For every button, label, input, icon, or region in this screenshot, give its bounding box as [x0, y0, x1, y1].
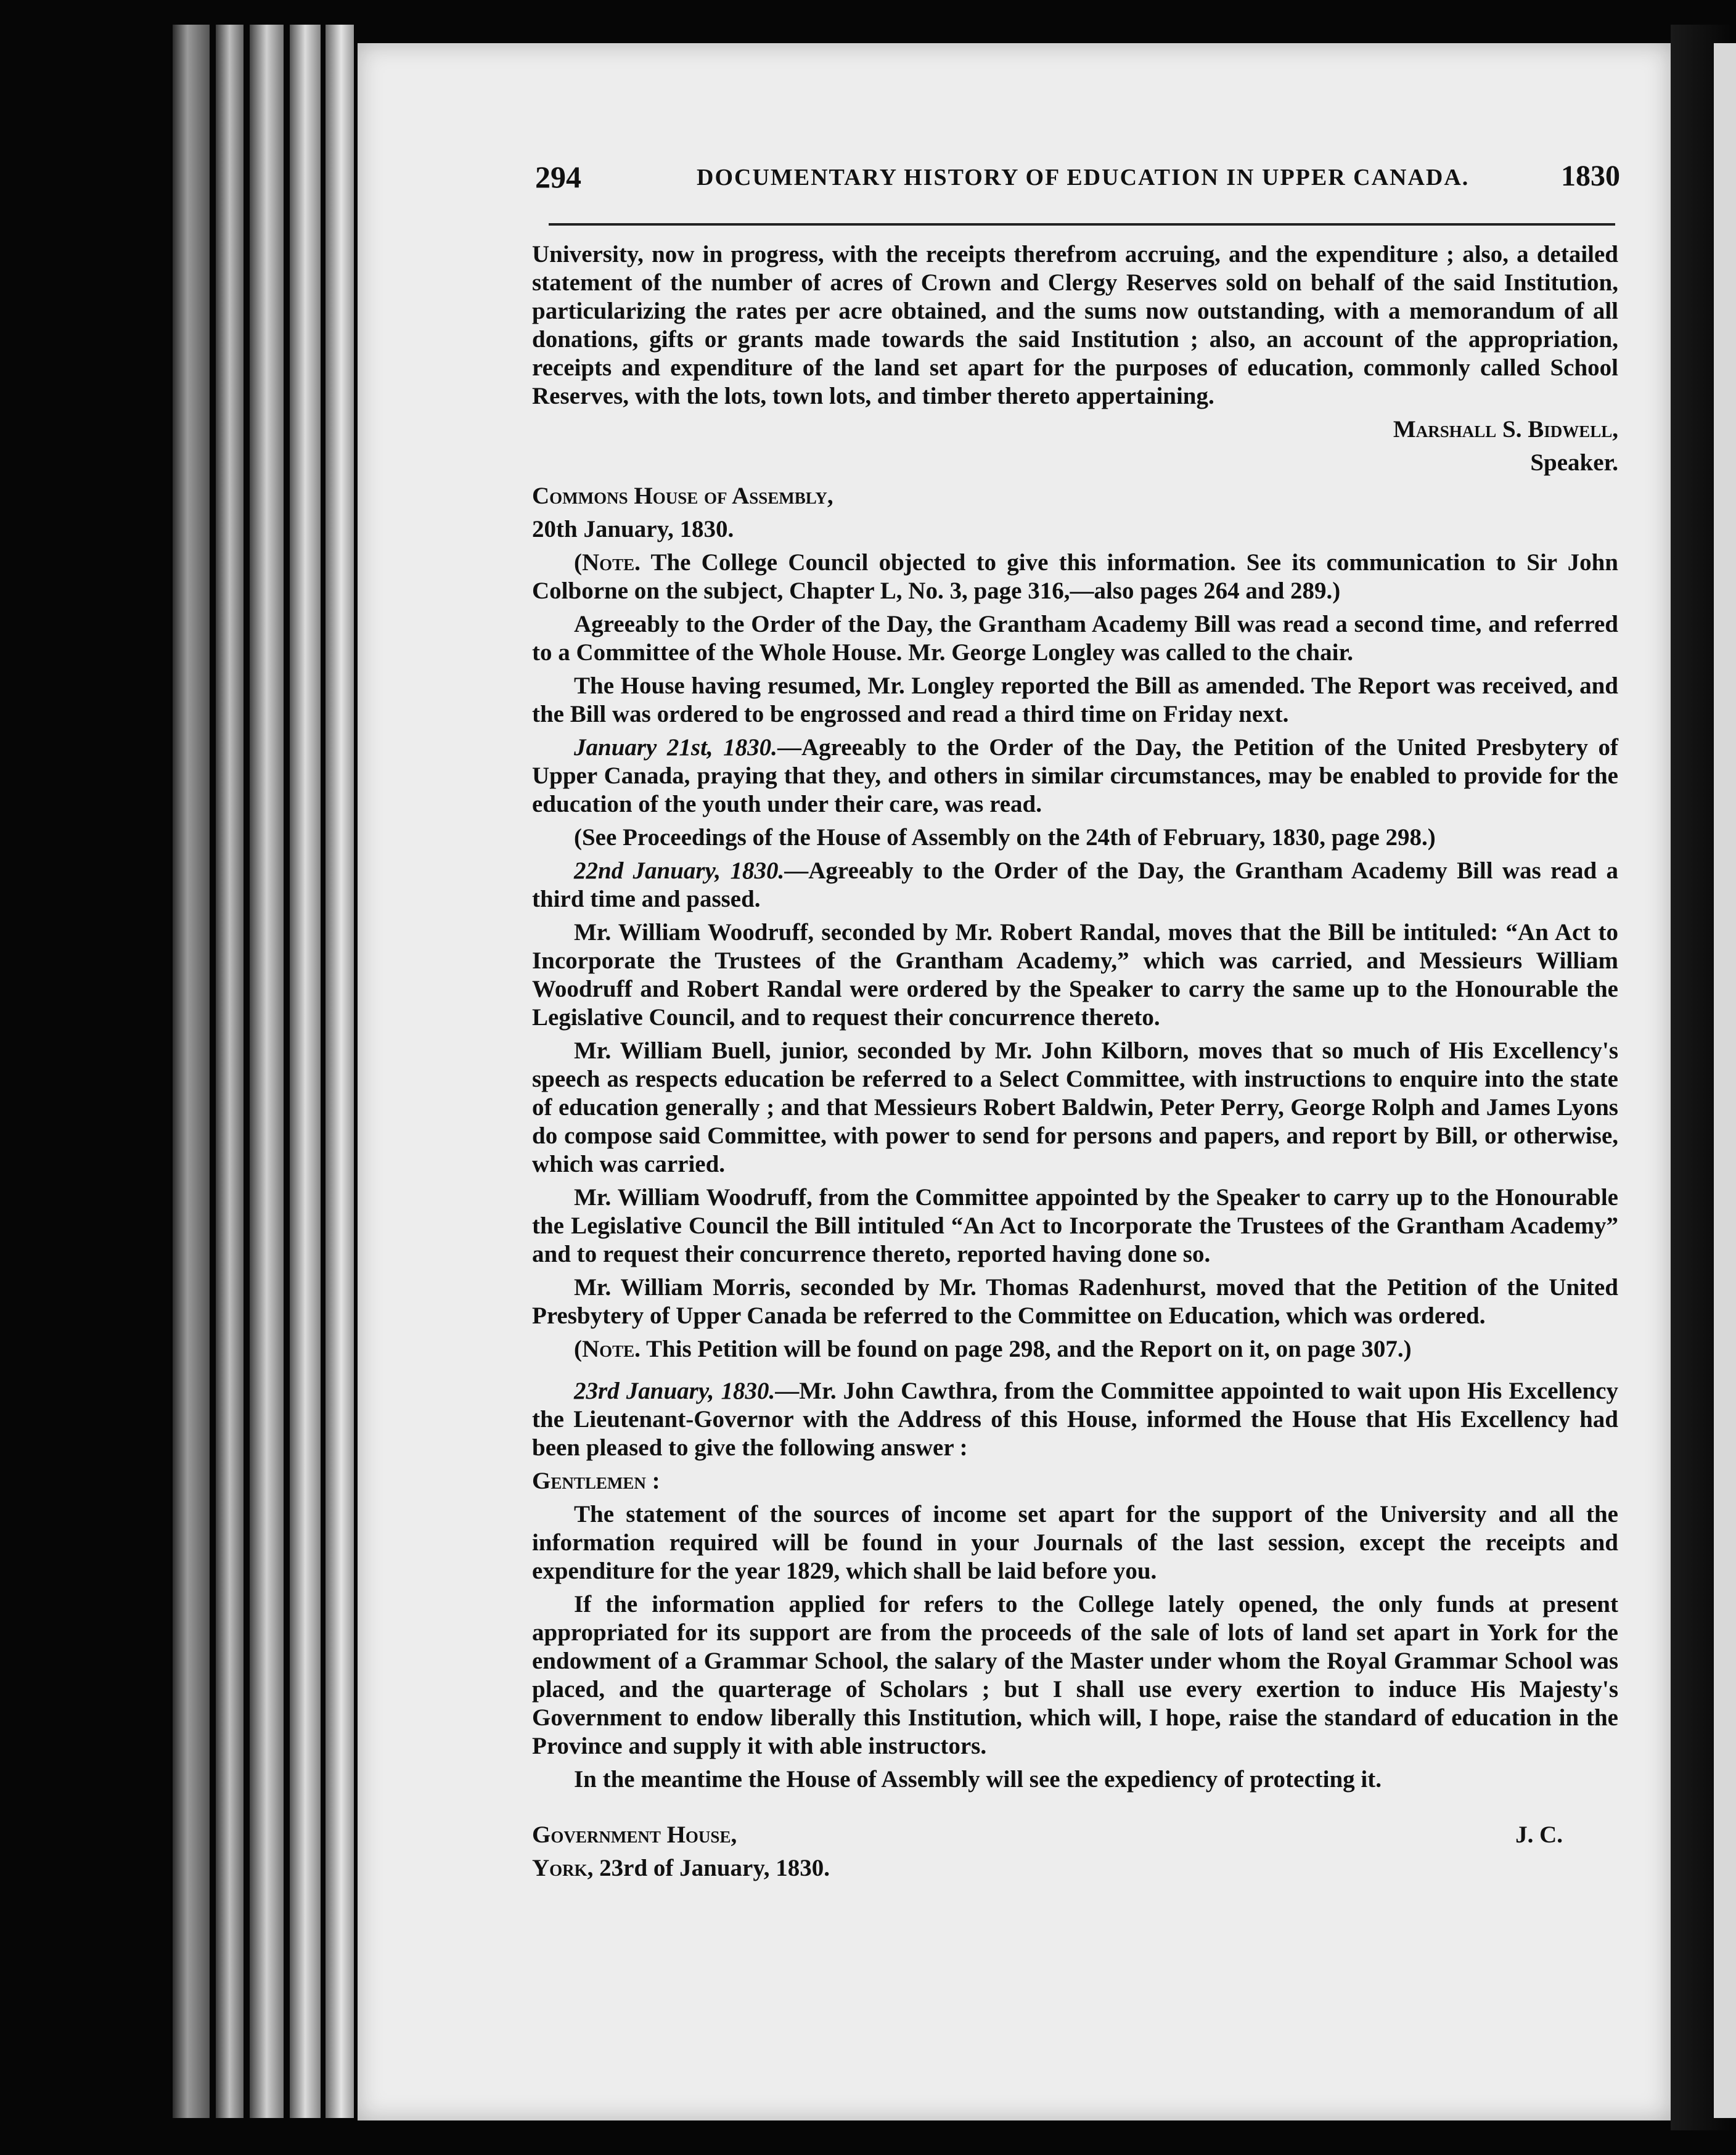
closing-date: 23rd of January, 1830.	[599, 1855, 830, 1881]
entry-date: 23rd January, 1830.	[574, 1378, 776, 1404]
note-text: This Petition will be found on page 298, and the Report on it, on page 307.)	[645, 1336, 1412, 1362]
dated-paragraph	[532, 734, 1618, 819]
note-paragraph	[532, 1335, 1618, 1364]
date-line: 20th January, 1830.	[532, 516, 734, 542]
paragraph: In the meantime the House of Assembly will see the expediency of protecting it.	[574, 1766, 1382, 1793]
page-number: 294	[535, 160, 581, 194]
note-label: (Note.	[574, 1336, 641, 1362]
paragraph: The House having resumed, Mr. Longley reported the Bill as amended. The Report was received, and the Bill was ordered to be engrossed and read a third time on Friday next.	[532, 673, 1618, 727]
dated-paragraph	[532, 857, 1618, 914]
paragraph: Mr. William Woodruff, from the Committee appointed by the Speaker to carry up to the Honourable the Legislative Council the Bill intituled “An Act to Incorporate the Trustees of the Grantham Academy” and to request their concurrence thereto, reported having done so.	[532, 1184, 1618, 1267]
note-label: (Note.	[574, 549, 641, 576]
paragraph: Agreeably to the Order of the Day, the Grantham Academy Bill was read a second time, and referred to a Committee of the Whole House. Mr. George Longley was called to the chair.	[532, 611, 1618, 666]
paragraph: If the information applied for refers to the College lately opened, the only funds at present appropriated for its support are from the proceeds of the sale of lots of land set apart in York for the endowment of a Grammar School, the salary of the Master under whom the Royal Grammar School was placed, and the quarterage of Scholars ; but I shall use every exertion to induce His Majesty's Government to endow liberally this Institution, which will, I hope, raise the standard of education in the Province and supply it with able instructors.	[532, 1591, 1618, 1759]
entry-date: January 21st, 1830.	[574, 734, 777, 761]
header-rule	[549, 223, 1615, 226]
closing-city: York,	[532, 1855, 594, 1881]
paragraph: Mr. William Woodruff, seconded by Mr. Robert Randal, moves that the Bill be intituled: “An Act to Incorporate the Trustees of the Grantham Academy,” which was carried, and Messieurs William Woodruff and Robert Randal were ordered by the Speaker to carry the same up to the Honourable the Legislative Council, and to request their concurrence thereto.	[532, 919, 1618, 1031]
closing-place: Government House,	[532, 1822, 737, 1848]
entry-text: —Agreeably to the Order of the Day, the Petition of the United Presbytery of Upper Canada, praying that they, and others in similar circumstances, may be enabled to provide for the education of the youth under their care, was read.	[532, 734, 1618, 817]
page-edge	[173, 25, 210, 2118]
dated-paragraph	[532, 1377, 1618, 1462]
entry-text: —Mr. John Cawthra, from the Committee appointed to wait upon His Excellency the Lieutenant-Governor with the Address of this House, informed the House that His Excellency had been pleased to give the following answer :	[532, 1378, 1618, 1461]
page-body	[532, 240, 1618, 1881]
place-line: Commons House of Assembly,	[532, 483, 833, 509]
page-edge	[290, 25, 321, 2118]
signature-name: Marshall S. Bidwell,	[1393, 416, 1618, 443]
entry-date: 22nd January, 1830.	[574, 857, 785, 884]
paragraph: Mr. William Buell, junior, seconded by Mr. John Kilborn, moves that so much of His Excellency's speech as respects education be referred to a Select Committee, with instructions to enquire into the state of education generally ; and that Messieurs Robert Baldwin, Peter Perry, George Rolph and James Lyons do compose said Committee, with power to send for persons and papers, and report by Bill, or otherwise, which was carried.	[532, 1037, 1618, 1177]
running-title: DOCUMENTARY HISTORY OF EDUCATION IN UPPER CANADA.	[697, 165, 1470, 190]
book-page	[358, 43, 1671, 2120]
greeting: Gentlemen :	[532, 1468, 660, 1494]
closing-block	[532, 1821, 1618, 1881]
closing-date-line	[532, 1854, 1618, 1883]
page-edge	[326, 25, 354, 2118]
signature-role: Speaker.	[1530, 449, 1618, 476]
closing-initials: J. C.	[1515, 1822, 1563, 1848]
page-edge	[250, 25, 284, 2118]
page-edge	[216, 25, 244, 2118]
paragraph: Mr. William Morris, seconded by Mr. Thomas Radenhurst, moved that the Petition of the United Presbytery of Upper Canada be referred to the Committee on Education, which was ordered.	[532, 1274, 1618, 1329]
note-text: The College Council objected to give this information. See its communication to Sir John Colborne on the subject, Chapter L, No. 3, page 316,—also pages 264 and 289.)	[532, 549, 1618, 604]
running-year: 1830	[1561, 160, 1620, 192]
paragraph: University, now in progress, with the receipts therefrom accruing, and the expenditure ; also, a detailed statement of the number of acres of Crown and Clergy Reserves sold on behalf of the said Institution, particularizing the rates per acre obtained, and the sums now outstanding, with a memorandum of all donations, gifts or grants made towards the said Institution ; also, an account of the appropriation, receipts and expenditure of the land set apart for the purposes of education, commonly called School Reserves, with the lots, town lots, and timber thereto appertaining.	[532, 241, 1618, 409]
note-paragraph	[532, 549, 1618, 605]
paragraph: (See Proceedings of the House of Assembly on the 24th of February, 1830, page 298.)	[574, 824, 1436, 851]
entry-text: —Agreeably to the Order of the Day, the Grantham Academy Bill was read a third time and passed.	[532, 857, 1618, 912]
paragraph: The statement of the sources of income set apart for the support of the University and all the information required will be found in your Journals of the last session, except the receipts and expenditure for the year 1829, which shall be laid before you.	[532, 1501, 1618, 1584]
facing-page-edge	[1714, 43, 1736, 2118]
